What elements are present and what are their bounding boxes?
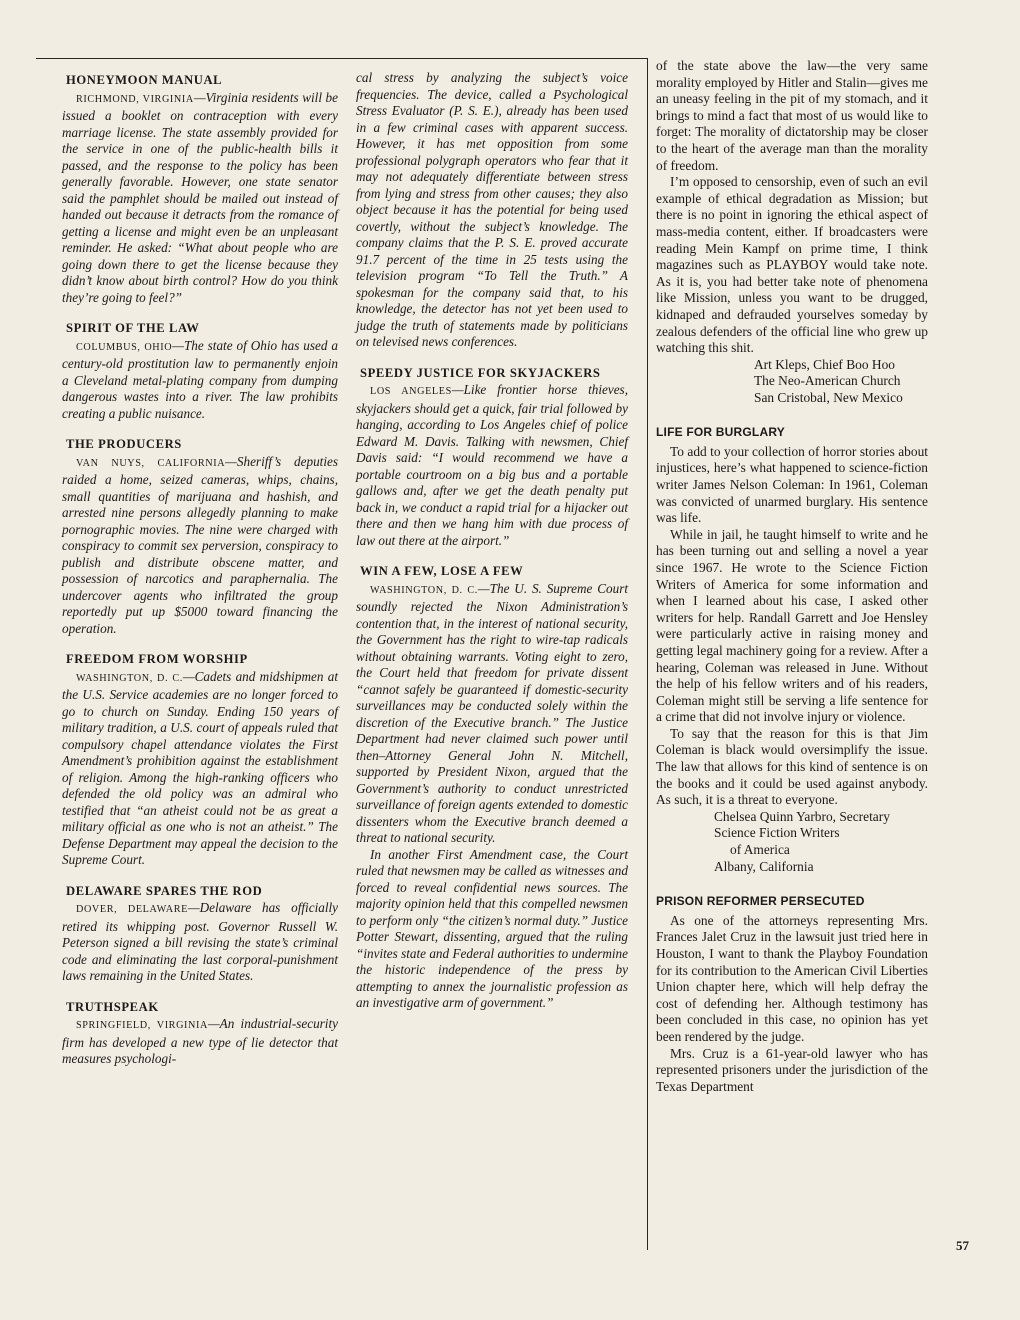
item-text: Like frontier horse thieves, skyjackers should get a quick, fair trial followed by hanging, according to Los Angeles chief of police Edward M. Davis. Talking with newsmen, Chief Davis said: “I would recommend we have a portable courtroom on a big bus and a portable gallows and, after we get the death penalty put back in, we conduct a rapid trial for a hijacker out there and then we hang him with due process of law out there at the airport.”	[356, 382, 628, 548]
item-heading: TRUTHSPEAK	[66, 999, 159, 1014]
item-heading: SPIRIT OF THE LAW	[66, 321, 200, 335]
news-item: FREEDOM FROM WORSHIP WASHINGTON, D. C.—Cadets and midshipmen at the U.S. Service academies are no longer forced to go to church on Sunday. Ending 150 years of military tradition, a U.S. court of appeals ruled that compulsory chapel attendance violates the First Amendment’s prohibition against the establishment of religion. Among the high-ranking officers who defended the old policy was an admiral who testified that “an atheist could not be as great a military official as one who is not an atheist.” The Defense Department may appeal the decision to the Supreme Court.	[62, 652, 338, 867]
news-item: WIN A FEW, LOSE A FEW WASHINGTON, D. C.—The U. S. Supreme Court soundly rejected the Nixon Administration’s contention that, in the interest of national security, the Government has the right to wire-tap radicals without obtaining warrants. Voting eight to zero, the Court held that freedom for private dissent “cannot safely be guaranteed if domestic-security surveillances may be conducted solely within the discretion of the Executive branch.” The Justice Department had never claimed such power until then–Attorney General John N. Mitchell, supported by President Nixon, argued that the Government’s authority to conduct unrestricted surveillance of foreign agents extended to domestic dissenters whom the Executive branch deemed a threat to national security. In another First Amendment case, the Court ruled that newsmen may be called as witnesses and forced to reveal confidential news sources. The majority opinion held that this compelled newsmen to perform only “the citizen’s normal duty.” Justice Potter Stewart, dissenting, argued that the ruling “invites state and Federal authorities to undermine the historic independence of the press by attempting to annex the journalistic profession as an investigative arm of government.”	[356, 564, 628, 1010]
signature-line: of America	[730, 842, 790, 858]
item-heading: THE PRODUCERS	[66, 437, 182, 451]
page-number: 57	[956, 1238, 969, 1253]
news-item: DELAWARE SPARES THE ROD DOVER, DELAWARE—Delaware has officially retired its whipping post. Governor Russell W. Peterson signed a bill revising the state’s criminal code and eliminating the last corporal-punishment laws remaining in the United States.	[62, 883, 339, 983]
item-text: The U. S. Supreme Court soundly rejected the Nixon Administration’s contention that, in the interest of national security, the Government has the right to wire-tap radicals without obtaining warrants. Voting eight to zero, the Court held that freedom for private dissent “cannot safely be guaranteed if domestic-security surveillances may be conducted solely within the discretion of the Executive branch.” The Justice Department had never claimed such power until then–Attorney General John N. Mitchell, supported by President Nixon, argued that the Government’s authority to conduct unrestricted surveillance of foreign agents extended to domestic dissenters whom the Executive branch deemed a threat to national security.	[356, 580, 628, 845]
signature-line: Science Fiction Writers	[714, 825, 840, 841]
letter-text: of the state above the law—the very same morality employed by Hitler and Stalin—gives me an uneasy feeling in the pit of my stomach, and it brings to mind a fact that most of us would like to forget: The morality of dictatorship may be closer to the heart of the average man than the morality of freedom.	[656, 58, 928, 173]
right-column	[656, 58, 928, 1095]
dateline: COLUMBUS, OHIO	[76, 341, 173, 353]
signature-line: Chelsea Quinn Yarbro, Secretary	[714, 808, 890, 824]
news-item: SPIRIT OF THE LAW COLUMBUS, OHIO—The state of Ohio has used a century-old prostitution law to permanently enjoin a Cleveland metal-plating company from dumping dangerous wastes into a river. The law prohibits creating a public nuisance.	[62, 321, 338, 421]
item-heading: DELAWARE SPARES THE ROD	[66, 883, 263, 898]
dateline: WASHINGTON, D. C.	[370, 584, 478, 596]
dateline: WASHINGTON, D. C.	[76, 672, 183, 684]
item-heading: FREEDOM FROM WORSHIP	[66, 652, 248, 666]
item-text: Cadets and midshipmen at the U.S. Service academies are no longer forced to go to church on Sunday. Ending 150 years of military tradition, a U.S. court of appeals ruled that compulsory chapel attendance violates the First Amendment’s prohibition against the establishment of religion. Among the high-ranking officers who defended the old policy was an admiral who testified that “an atheist could not be as great a military official as one who is not an atheist.” The Defense Department may appeal the decision to the Supreme Court.	[62, 668, 338, 867]
item-text: Delaware has officially retired its whipping post. Governor Russell W. Peterson signed a bill revising the state’s criminal code and eliminating the last corporal-punishment laws remaining in the United States.	[62, 900, 339, 983]
item-heading: WIN A FEW, LOSE A FEW	[360, 564, 524, 578]
dateline: LOS ANGELES	[370, 386, 452, 397]
middle-column	[356, 70, 628, 1026]
letter-text: I’m opposed to censorship, even of such an evil example of ethical degradation as Mission; but there is no point in ignoring the ethical aspect of mass-media content, either. If broadcasters were reading Mein Kampf on prime time, I think magazines such as PLAYBOY would take note. As it is, you had better take note of phenomena like Mission, unless you want to be drugged, kidnaped and defrauded yourselves someday by zealous defenders of the official line who grew up watching this shit.	[656, 174, 928, 356]
letter-heading: LIFE FOR BURGLARY	[656, 425, 785, 440]
news-item: TRUTHSPEAK SPRINGFIELD, VIRGINIA—An industrial-security firm has developed a new type of lie detector that measures psychologi-	[62, 999, 338, 1066]
letter-heading: PRISON REFORMER PERSECUTED	[656, 894, 865, 909]
item-heading: HONEYMOON MANUAL	[66, 73, 223, 87]
signature-line: San Cristobal, New Mexico	[754, 389, 903, 405]
letter-text: Mrs. Cruz is a 61-year-old lawyer who has represented prisoners under the jurisdiction of the Texas Department	[656, 1045, 928, 1094]
news-item: SPEEDY JUSTICE FOR SKYJACKERS LOS ANGELES—Like frontier horse thieves, skyjackers should get a quick, fair trial followed by hanging, according to Los Angeles chief of police Edward M. Davis. Talking with newsmen, Chief Davis said: “I would recommend we have a portable courtroom on a big bus and a portable gallows and, after we get the death penalty put back in, we conduct a rapid trial for a hijacker out there and then we hang him with due process of law out there at the airport.”	[356, 365, 628, 548]
letter-text: While in jail, he taught himself to write and he has been turning out and selling a novel a year since 1967. He wrote to the Science Fiction Writers of America for some information and when I learned about his case, I asked other writers for help. Randall Garrett and Joe Hensley were particularly active in raising money and getting legal machinery going for a review. After a hearing, Coleman was released in June. Without the help of his fellow writers and of his readers, Coleman might still be serving a life sentence for a crime that did not involve injury or violence.	[656, 526, 928, 725]
news-item: THE PRODUCERS VAN NUYS, CALIFORNIA—Sheriff’s deputies raided a home, seized cameras, whips, chains, small quantities of marijuana and hashish, and arrested nine persons allegedly planning to make pornographic movies. The nine were charged with conspiracy to commit sex perversion, conspiracy to publish and distribute obscene matter, and possession of narcotics and paraphernalia. The undercover agents who infiltrated the group reportedly put up $5000 toward financing the operation.	[62, 437, 338, 636]
signature-line: Art Kleps, Chief Boo Hoo	[754, 356, 895, 372]
news-item: HONEYMOON MANUAL RICHMOND, VIRGINIA—Virginia residents will be issued a booklet on contraception with every marriage license. The state assembly provided for the service in one of the public-health bills it passed, and the response to the policy has been generally favorable. However, one state senator said the pamphlet should be mailed out instead of handed out because it detracts from the romance of getting a license and might even be an unpleasant reminder. He asked: “What about people who are going down there to get the license because they didn’t know about birth control? How do you think they’re going to feel?”	[62, 73, 338, 305]
letter-text: To add to your collection of horror stories about injustices, here’s what happened to science-fiction writer James Nelson Coleman: In 1961, Coleman was convicted of unarmed burglary. His sentence was life.	[656, 443, 928, 526]
item-text: Virginia residents will be issued a booklet on contraception with every marriage license. The state assembly provided for the service in one of the public-health bills it passed, and the response to the policy has been generally favorable. However, one state senator said the pamphlet should be mailed out instead of handed out because it detracts from the romance of getting a license and might even be an unpleasant reminder. He asked: “What about people who are going down there to get the license because they didn’t know about birth control? How do you think they’re going to feel?”	[62, 89, 338, 305]
dateline: SPRINGFIELD, VIRGINIA	[76, 1020, 208, 1031]
item-text: An industrial-security firm has developed a new type of lie detector that measures psychologi-	[62, 1016, 338, 1066]
letter-text: As one of the attorneys representing Mrs. Frances Jalet Cruz in the lawsuit just tried here in Houston, I want to thank the Playboy Foundation for its contribution to the American Civil Liberties Union chapter here, which will help defray the cost of defending her. Although testimony has been concluded in this case, no opinion has yet been rendered by the judge.	[656, 912, 928, 1044]
news-item-continuation	[356, 70, 628, 351]
signature-line: Albany, California	[714, 858, 814, 874]
dateline: VAN NUYS, CALIFORNIA	[76, 457, 226, 469]
item-text: cal stress by analyzing the subject’s voice frequencies. The device, called a Psychological Stress Evaluator (P. S. E.), already has been used in a few criminal cases with apparent success. However, it has met opposition from some professional polygraph operators who fear that it may not adequately differentiate between stress from lying and stress from other causes; they also object because it has the potential for being used covertly, without the subject’s knowledge. The company claims that the P. S. E. proved accurate 91.7 percent of the time in 25 tests using the television program “To Tell the Truth.” A spokesman for the company said that, to his knowledge, the detector has not yet been used to judge the truth of statements made by politicians on televised news conferences.	[356, 70, 628, 349]
dateline: RICHMOND, VIRGINIA	[76, 93, 194, 105]
dateline: DOVER, DELAWARE	[76, 904, 188, 915]
signature-line: The Neo-American Church	[754, 373, 901, 389]
item-text: In another First Amendment case, the Court ruled that newsmen may be called as witnesses and forced to reveal confidential news sources. The majority opinion held that this compelled newsmen to perform only “the citizen’s normal duty.” Justice Potter Stewart, dissenting, argued that the ruling “invites state and Federal authorities to undermine the historic independence of the press by attempting to annex the journalistic profession as an investigative arm of government.”	[356, 846, 628, 1010]
item-text: Sheriff’s deputies raided a home, seized cameras, whips, chains, small quantities of marijuana and hashish, and arrested nine persons allegedly planning to make pornographic movies. The nine were charged with conspiracy to commit sex perversion, conspiracy to publish and distribute obscene matter, and possession of narcotics and paraphernalia. The undercover agents who infiltrated the group reportedly put up $5000 toward financing the operation.	[62, 453, 338, 636]
left-column	[62, 72, 338, 1082]
item-heading: SPEEDY JUSTICE FOR SKYJACKERS	[360, 365, 601, 380]
item-text: The state of Ohio has used a century-old prostitution law to permanently enjoin a Cleveland metal-plating company from dumping dangerous wastes into a river. The law prohibits creating a public nuisance.	[62, 337, 338, 421]
letter-text: To say that the reason for this is that Jim Coleman is black would oversimplify the issue. The law that allows for this kind of sentence is on the books and it could be used against anybody. As such, it is a threat to everyone.	[656, 725, 928, 808]
